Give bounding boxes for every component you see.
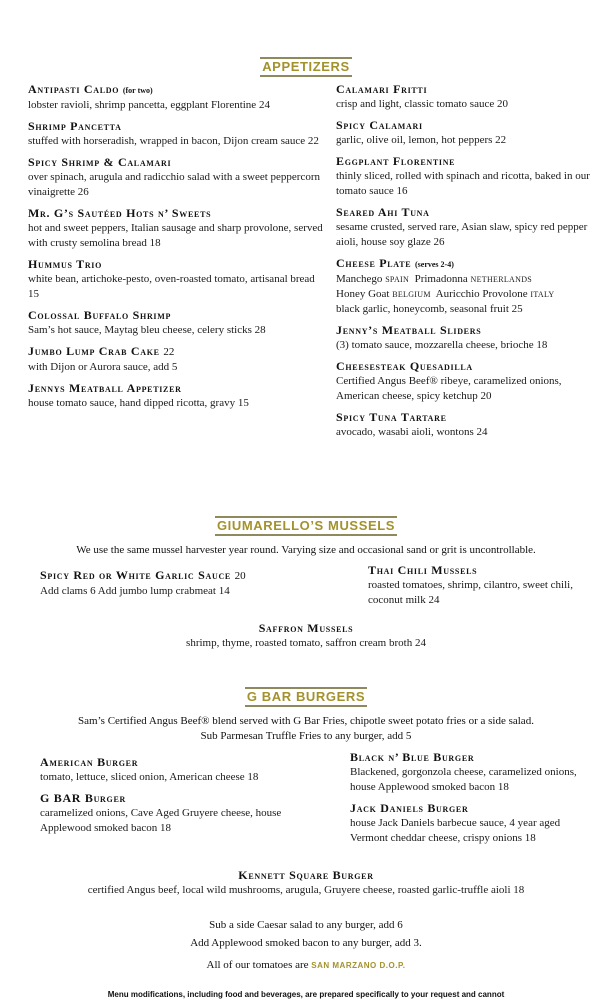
mussels-intro: We use the same mussel harvester year round. Varying size and occasional sand or grit is uncontrollable. bbox=[76, 544, 536, 556]
burgers-right-column bbox=[350, 750, 600, 852]
cheese-country: ITALY bbox=[530, 290, 555, 299]
item-desc: over spinach, arugula and radicchio salad with a sweet peppercorn vinaigrette 26 bbox=[28, 171, 320, 198]
item-desc: Certified Angus Beef® ribeye, caramelized onions, American cheese, spicy ketchup 20 bbox=[336, 375, 562, 402]
addon-line: Add Applewood smoked bacon to any burger, add 3. bbox=[190, 937, 422, 949]
item-desc: white bean, artichoke-pesto, oven-roasted tomato, artisanal bread 15 bbox=[28, 273, 315, 300]
mussels-right-column bbox=[368, 563, 593, 614]
menu-item bbox=[28, 206, 323, 251]
item-desc: black garlic, honeycomb, seasonal fruit 25 bbox=[336, 303, 523, 315]
item-desc: house Jack Daniels barbecue sauce, 4 year aged Vermont cheddar cheese, crispy onions 18 bbox=[350, 817, 561, 844]
item-desc: certified Angus beef, local wild mushrooms, arugula, Gruyere cheese, roasted garlic-truffle aioli 18 bbox=[87, 884, 525, 896]
item-desc: Blackened, gorgonzola cheese, caramelized onions, house Applewood smoked bacon 18 bbox=[350, 766, 577, 793]
item-name: Jumbo Lump Crab Cake bbox=[28, 344, 160, 358]
menu-item bbox=[28, 119, 323, 149]
item-desc: tomato, lettuce, sliced onion, American cheese 18 bbox=[40, 771, 259, 783]
menu-item bbox=[28, 155, 323, 200]
item-desc: garlic, olive oil, lemon, hot peppers 22 bbox=[336, 134, 507, 146]
menu-item bbox=[336, 154, 596, 199]
item-name: Calamari Fritti bbox=[336, 82, 428, 96]
addon-line: Sub a side Caesar salad to any burger, add 6 bbox=[209, 919, 403, 931]
item-desc: lobster ravioli, shrimp pancetta, eggplant Florentine 24 bbox=[28, 99, 270, 111]
menu-item bbox=[0, 621, 612, 651]
item-name: Jenny’s Meatball Sliders bbox=[336, 323, 482, 337]
item-name: Colossal Buffalo Shrimp bbox=[28, 308, 172, 322]
item-desc: Sam’s hot sauce, Maytag bleu cheese, celery sticks 28 bbox=[28, 324, 266, 336]
item-price: 20 bbox=[234, 570, 246, 582]
menu-item bbox=[350, 801, 600, 846]
menu-item bbox=[0, 868, 612, 898]
item-name: Spicy Tuna Tartare bbox=[336, 410, 447, 424]
menu-item bbox=[336, 323, 596, 353]
item-name: Seared Ahi Tuna bbox=[336, 205, 430, 219]
item-desc: caramelized onions, Cave Aged Gruyere cheese, house Applewood smoked bacon 18 bbox=[40, 807, 282, 834]
item-name: Spicy Shrimp & Calamari bbox=[28, 155, 172, 169]
item-desc: shrimp, thyme, roasted tomato, saffron cream broth 24 bbox=[186, 637, 426, 649]
cheese-name: Auricchio Provolone bbox=[435, 288, 528, 300]
item-desc: thinly sliced, rolled with spinach and ricotta, baked in our tomato sauce 16 bbox=[336, 170, 590, 197]
menu-item bbox=[40, 791, 330, 836]
item-desc: avocado, wasabi aioli, wontons 24 bbox=[336, 426, 488, 438]
cheese-name: Honey Goat bbox=[336, 288, 390, 300]
cheese-country: NETHERLANDS bbox=[470, 275, 533, 284]
menu-item bbox=[350, 750, 600, 795]
item-name: G BAR Burger bbox=[40, 791, 126, 805]
mussels-left-column bbox=[40, 568, 340, 605]
item-name: Jack Daniels Burger bbox=[350, 801, 469, 815]
item-name: Black n’ Blue Burger bbox=[350, 750, 475, 764]
cheese-plate-item bbox=[336, 256, 596, 317]
tomatoes-brand: SAN MARZANO D.O.P. bbox=[311, 961, 406, 970]
cheese-name: Primadonna bbox=[414, 273, 468, 285]
cheese-name: Manchego bbox=[336, 273, 383, 285]
menu-item bbox=[336, 118, 596, 148]
burgers-intro-line1: Sam’s Certified Angus Beef® blend served with G Bar Fries, chipotle sweet potato fries or a side salad. bbox=[78, 715, 534, 727]
item-desc: stuffed with horseradish, wrapped in bacon, Dijon cream sauce 22 bbox=[28, 135, 319, 147]
item-desc: house tomato sauce, hand dipped ricotta, gravy 15 bbox=[28, 397, 249, 409]
item-desc: hot and sweet peppers, Italian sausage and sharp provolone, served with crusty semolina bread 18 bbox=[28, 222, 323, 249]
item-desc: with Dijon or Aurora sauce, add 5 bbox=[28, 361, 178, 373]
burgers-intro bbox=[0, 714, 612, 744]
item-name: Eggplant Florentine bbox=[336, 154, 456, 168]
menu-item bbox=[368, 563, 593, 608]
item-name: Hummus Trio bbox=[28, 257, 103, 271]
item-desc: (3) tomato sauce, mozzarella cheese, brioche 18 bbox=[336, 339, 548, 351]
menu-item bbox=[336, 410, 596, 440]
item-desc: Add clams 6 Add jumbo lump crabmeat 14 bbox=[40, 585, 230, 597]
appetizers-left-column bbox=[28, 82, 323, 417]
item-name: Saffron Mussels bbox=[258, 621, 354, 635]
menu-item bbox=[28, 381, 323, 411]
menu-item bbox=[336, 205, 596, 250]
mussels-heading: GIUMARELLO’S MUSSELS bbox=[0, 516, 612, 536]
burgers-left-column bbox=[40, 755, 330, 842]
menu-item bbox=[28, 344, 323, 375]
item-name: Spicy Calamari bbox=[336, 118, 423, 132]
appetizers-heading: APPETIZERS bbox=[0, 57, 612, 77]
menu-item bbox=[28, 82, 323, 113]
item-name: American Burger bbox=[40, 755, 139, 769]
item-name: Antipasti Caldo bbox=[28, 82, 120, 96]
cheese-country: BELGIUM bbox=[392, 290, 431, 299]
menu-item bbox=[28, 257, 323, 302]
cheese-country: SPAIN bbox=[385, 275, 410, 284]
burger-addons bbox=[0, 916, 612, 952]
item-name: Spicy Red or White Garlic Sauce bbox=[40, 568, 231, 582]
item-price: 22 bbox=[163, 346, 175, 358]
menu-item bbox=[40, 755, 330, 785]
item-name: Cheesesteak Quesadilla bbox=[336, 359, 473, 373]
menu-item bbox=[336, 359, 596, 404]
item-name: Shrimp Pancetta bbox=[28, 119, 122, 133]
burgers-heading: G BAR BURGERS bbox=[0, 687, 612, 707]
item-name: Kennett Square Burger bbox=[238, 868, 374, 882]
tomatoes-note bbox=[0, 958, 612, 973]
footer-disclaimer: Menu modifications, including food and beverages, are prepared specifically to your request and cannot bbox=[107, 990, 505, 999]
burgers-intro-line2: Sub Parmesan Truffle Fries to any burger, add 5 bbox=[200, 730, 412, 742]
item-name: Jennys Meatball Appetizer bbox=[28, 381, 182, 395]
menu-item bbox=[40, 568, 340, 599]
item-note: (serves 2-4) bbox=[414, 260, 454, 269]
item-note: (for two) bbox=[122, 86, 153, 95]
tomatoes-prefix: All of our tomatoes are bbox=[206, 959, 309, 971]
menu-item bbox=[28, 308, 323, 338]
appetizers-right-column bbox=[336, 82, 596, 446]
item-desc: sesame crusted, served rare, Asian slaw, spicy red pepper aioli, house soy glaze 26 bbox=[336, 221, 588, 248]
item-name: Thai Chili Mussels bbox=[368, 563, 478, 577]
menu-item bbox=[336, 82, 596, 112]
item-name: Mr. G’s Sautéed Hots n’ Sweets bbox=[28, 206, 212, 220]
item-desc: crisp and light, classic tomato sauce 20 bbox=[336, 98, 508, 110]
item-desc: roasted tomatoes, shrimp, cilantro, sweet chili, coconut milk 24 bbox=[368, 579, 573, 606]
item-name: Cheese Plate bbox=[336, 256, 412, 270]
